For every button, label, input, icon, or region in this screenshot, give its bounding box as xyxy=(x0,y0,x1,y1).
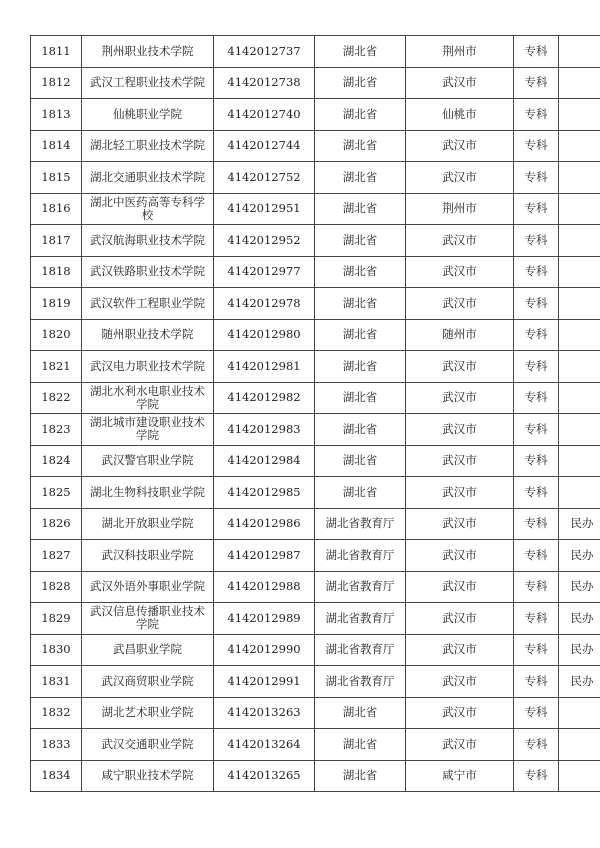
cell-institution-name xyxy=(82,99,214,131)
cell-index: 1811 xyxy=(31,36,82,68)
cell-authority: 湖北省 xyxy=(315,99,406,131)
cell-institution-code: 4142012740 xyxy=(214,99,315,131)
cell-institution-code: 4142012752 xyxy=(214,162,315,194)
cell-location: 武汉市 xyxy=(406,508,514,540)
cell-remark xyxy=(559,319,600,351)
cell-level: 专科 xyxy=(514,760,559,792)
cell-remark xyxy=(559,477,600,509)
cell-institution-code: 4142012990 xyxy=(214,634,315,666)
table-row xyxy=(31,67,600,99)
cell-level: 专科 xyxy=(514,36,559,68)
cell-level: 专科 xyxy=(514,477,559,509)
cell-location: 武汉市 xyxy=(406,67,514,99)
cell-index: 1821 xyxy=(31,351,82,383)
cell-remark: 民办 xyxy=(559,508,600,540)
cell-location: 随州市 xyxy=(406,319,514,351)
cell-institution-code: 4142012738 xyxy=(214,67,315,99)
cell-authority: 湖北省 xyxy=(315,697,406,729)
table-row xyxy=(31,760,600,792)
cell-location: 武汉市 xyxy=(406,414,514,446)
cell-location: 武汉市 xyxy=(406,634,514,666)
cell-remark xyxy=(559,162,600,194)
cell-institution-code: 4142012982 xyxy=(214,382,315,414)
cell-authority: 湖北省教育厅 xyxy=(315,666,406,698)
cell-remark xyxy=(559,193,600,225)
cell-remark: 民办 xyxy=(559,666,600,698)
cell-authority: 湖北省 xyxy=(315,36,406,68)
cell-level: 专科 xyxy=(514,729,559,761)
table-row xyxy=(31,99,600,131)
cell-authority: 湖北省 xyxy=(315,256,406,288)
cell-authority: 湖北省 xyxy=(315,351,406,383)
cell-index: 1812 xyxy=(31,67,82,99)
institution-name-text: 武汉航海职业技术学院 xyxy=(90,232,205,247)
cell-index: 1831 xyxy=(31,666,82,698)
cell-authority: 湖北省教育厅 xyxy=(315,571,406,603)
cell-institution-code: 4142012987 xyxy=(214,540,315,572)
cell-institution-name xyxy=(82,697,214,729)
institution-table xyxy=(30,35,600,792)
cell-location: 武汉市 xyxy=(406,540,514,572)
institution-name-text: 武汉商贸职业学院 xyxy=(101,673,194,688)
cell-remark xyxy=(559,351,600,383)
cell-index: 1826 xyxy=(31,508,82,540)
table-row xyxy=(31,130,600,162)
cell-institution-name xyxy=(82,193,214,225)
cell-institution-name xyxy=(82,319,214,351)
table-row xyxy=(31,351,600,383)
cell-level: 专科 xyxy=(514,414,559,446)
cell-institution-code: 4142012984 xyxy=(214,445,315,477)
cell-location: 武汉市 xyxy=(406,571,514,603)
cell-location: 武汉市 xyxy=(406,603,514,635)
table-row xyxy=(31,697,600,729)
institution-name-text: 武昌职业学院 xyxy=(113,642,182,657)
cell-index: 1829 xyxy=(31,603,82,635)
institution-name-text: 仙桃职业学院 xyxy=(113,106,182,121)
cell-level: 专科 xyxy=(514,382,559,414)
cell-institution-name xyxy=(82,162,214,194)
cell-authority: 湖北省 xyxy=(315,760,406,792)
institution-name-text: 随州职业技术学院 xyxy=(101,327,194,342)
cell-authority: 湖北省教育厅 xyxy=(315,508,406,540)
cell-authority: 湖北省 xyxy=(315,67,406,99)
table-row xyxy=(31,162,600,194)
cell-level: 专科 xyxy=(514,319,559,351)
cell-level: 专科 xyxy=(514,130,559,162)
cell-level: 专科 xyxy=(514,540,559,572)
cell-level: 专科 xyxy=(514,666,559,698)
cell-level: 专科 xyxy=(514,99,559,131)
cell-location: 武汉市 xyxy=(406,288,514,320)
cell-institution-code: 4142012978 xyxy=(214,288,315,320)
table-row xyxy=(31,508,600,540)
cell-index: 1825 xyxy=(31,477,82,509)
institution-name-text: 湖北城市建设职业技术学院 xyxy=(90,415,205,443)
cell-remark xyxy=(559,99,600,131)
cell-authority: 湖北省 xyxy=(315,225,406,257)
cell-institution-code: 4142012985 xyxy=(214,477,315,509)
cell-authority: 湖北省 xyxy=(315,414,406,446)
cell-index: 1832 xyxy=(31,697,82,729)
table-row xyxy=(31,571,600,603)
cell-level: 专科 xyxy=(514,256,559,288)
cell-institution-code: 4142013263 xyxy=(214,697,315,729)
cell-institution-name xyxy=(82,36,214,68)
cell-remark xyxy=(559,36,600,68)
table-row xyxy=(31,603,600,635)
cell-institution-name xyxy=(82,382,214,414)
cell-location: 武汉市 xyxy=(406,225,514,257)
table-row xyxy=(31,288,600,320)
table-row xyxy=(31,477,600,509)
cell-institution-name xyxy=(82,477,214,509)
cell-index: 1834 xyxy=(31,760,82,792)
cell-location: 荆州市 xyxy=(406,193,514,225)
cell-remark xyxy=(559,130,600,162)
institution-name-text: 湖北艺术职业学院 xyxy=(101,705,194,720)
cell-remark xyxy=(559,382,600,414)
cell-level: 专科 xyxy=(514,193,559,225)
cell-institution-name xyxy=(82,414,214,446)
cell-remark: 民办 xyxy=(559,603,600,635)
cell-location: 武汉市 xyxy=(406,666,514,698)
table-row xyxy=(31,414,600,446)
cell-authority: 湖北省 xyxy=(315,729,406,761)
cell-institution-code: 4142012983 xyxy=(214,414,315,446)
cell-location: 武汉市 xyxy=(406,477,514,509)
cell-authority: 湖北省 xyxy=(315,382,406,414)
cell-institution-code: 4142012981 xyxy=(214,351,315,383)
cell-remark xyxy=(559,256,600,288)
cell-institution-name xyxy=(82,445,214,477)
cell-institution-code: 4142012737 xyxy=(214,36,315,68)
institution-name-text: 湖北水利水电职业技术学院 xyxy=(90,383,205,411)
cell-institution-code: 4142012986 xyxy=(214,508,315,540)
cell-level: 专科 xyxy=(514,351,559,383)
cell-institution-code: 4142012991 xyxy=(214,666,315,698)
cell-institution-name xyxy=(82,571,214,603)
institution-name-text: 武汉科技职业学院 xyxy=(101,547,194,562)
table-row xyxy=(31,36,600,68)
institution-name-text: 湖北交通职业技术学院 xyxy=(90,169,205,184)
institution-name-text: 荆州职业技术学院 xyxy=(101,43,194,58)
cell-institution-code: 4142012989 xyxy=(214,603,315,635)
cell-location: 荆州市 xyxy=(406,36,514,68)
cell-level: 专科 xyxy=(514,697,559,729)
cell-index: 1814 xyxy=(31,130,82,162)
table-row xyxy=(31,225,600,257)
cell-remark xyxy=(559,225,600,257)
cell-institution-name xyxy=(82,225,214,257)
table-row xyxy=(31,382,600,414)
cell-index: 1819 xyxy=(31,288,82,320)
cell-index: 1823 xyxy=(31,414,82,446)
cell-institution-code: 4142012980 xyxy=(214,319,315,351)
institution-name-text: 咸宁职业技术学院 xyxy=(101,768,194,783)
cell-level: 专科 xyxy=(514,508,559,540)
cell-authority: 湖北省教育厅 xyxy=(315,540,406,572)
institution-name-text: 武汉外语外事职业学院 xyxy=(90,579,205,594)
cell-authority: 湖北省 xyxy=(315,288,406,320)
institution-name-text: 武汉警官职业学院 xyxy=(101,453,194,468)
cell-level: 专科 xyxy=(514,67,559,99)
table-row xyxy=(31,256,600,288)
cell-index: 1830 xyxy=(31,634,82,666)
cell-location: 武汉市 xyxy=(406,351,514,383)
cell-institution-code: 4142012744 xyxy=(214,130,315,162)
cell-index: 1828 xyxy=(31,571,82,603)
institution-name-text: 武汉信息传播职业技术学院 xyxy=(90,604,205,632)
table-row xyxy=(31,193,600,225)
cell-level: 专科 xyxy=(514,634,559,666)
cell-institution-name xyxy=(82,634,214,666)
table-row xyxy=(31,445,600,477)
table-row xyxy=(31,666,600,698)
institution-name-text: 湖北开放职业学院 xyxy=(101,516,194,531)
cell-remark xyxy=(559,760,600,792)
institution-name-text: 湖北生物科技职业学院 xyxy=(90,484,205,499)
cell-remark xyxy=(559,414,600,446)
cell-institution-code: 4142012952 xyxy=(214,225,315,257)
cell-remark: 民办 xyxy=(559,571,600,603)
cell-index: 1813 xyxy=(31,99,82,131)
cell-location: 武汉市 xyxy=(406,445,514,477)
cell-location: 武汉市 xyxy=(406,729,514,761)
cell-location: 武汉市 xyxy=(406,256,514,288)
cell-location: 武汉市 xyxy=(406,382,514,414)
cell-remark xyxy=(559,67,600,99)
cell-level: 专科 xyxy=(514,571,559,603)
cell-authority: 湖北省教育厅 xyxy=(315,634,406,666)
cell-level: 专科 xyxy=(514,162,559,194)
cell-institution-name xyxy=(82,256,214,288)
cell-institution-name xyxy=(82,666,214,698)
cell-institution-code: 4142012951 xyxy=(214,193,315,225)
cell-institution-name xyxy=(82,760,214,792)
cell-authority: 湖北省 xyxy=(315,477,406,509)
table-row xyxy=(31,540,600,572)
cell-institution-name xyxy=(82,130,214,162)
cell-institution-code: 4142013265 xyxy=(214,760,315,792)
cell-level: 专科 xyxy=(514,225,559,257)
cell-index: 1820 xyxy=(31,319,82,351)
cell-remark xyxy=(559,697,600,729)
cell-index: 1816 xyxy=(31,193,82,225)
cell-index: 1833 xyxy=(31,729,82,761)
institution-name-text: 武汉交通职业学院 xyxy=(101,736,194,751)
institution-name-text: 湖北中医药高等专科学校 xyxy=(90,194,205,222)
cell-location: 武汉市 xyxy=(406,162,514,194)
cell-index: 1827 xyxy=(31,540,82,572)
table-body xyxy=(31,36,600,792)
cell-institution-name xyxy=(82,603,214,635)
institution-name-text: 武汉工程职业技术学院 xyxy=(90,75,205,90)
cell-index: 1818 xyxy=(31,256,82,288)
cell-institution-name xyxy=(82,508,214,540)
cell-authority: 湖北省 xyxy=(315,162,406,194)
table-row xyxy=(31,634,600,666)
cell-level: 专科 xyxy=(514,288,559,320)
cell-institution-name xyxy=(82,67,214,99)
institution-name-text: 武汉电力职业技术学院 xyxy=(90,358,205,373)
cell-institution-name xyxy=(82,540,214,572)
cell-authority: 湖北省 xyxy=(315,319,406,351)
cell-location: 武汉市 xyxy=(406,130,514,162)
institution-name-text: 武汉铁路职业技术学院 xyxy=(90,264,205,279)
table-row xyxy=(31,729,600,761)
cell-authority: 湖北省 xyxy=(315,130,406,162)
cell-level: 专科 xyxy=(514,445,559,477)
cell-location: 咸宁市 xyxy=(406,760,514,792)
cell-institution-code: 4142012988 xyxy=(214,571,315,603)
cell-location: 仙桃市 xyxy=(406,99,514,131)
cell-index: 1822 xyxy=(31,382,82,414)
cell-index: 1817 xyxy=(31,225,82,257)
cell-remark xyxy=(559,445,600,477)
cell-level: 专科 xyxy=(514,603,559,635)
cell-institution-code: 4142013264 xyxy=(214,729,315,761)
cell-institution-name xyxy=(82,729,214,761)
cell-institution-code: 4142012977 xyxy=(214,256,315,288)
cell-institution-name xyxy=(82,288,214,320)
cell-index: 1824 xyxy=(31,445,82,477)
cell-authority: 湖北省 xyxy=(315,193,406,225)
cell-remark: 民办 xyxy=(559,634,600,666)
cell-remark: 民办 xyxy=(559,540,600,572)
table-row xyxy=(31,319,600,351)
cell-authority: 湖北省教育厅 xyxy=(315,603,406,635)
cell-authority: 湖北省 xyxy=(315,445,406,477)
institution-name-text: 湖北轻工职业技术学院 xyxy=(90,138,205,153)
cell-location: 武汉市 xyxy=(406,697,514,729)
cell-index: 1815 xyxy=(31,162,82,194)
cell-remark xyxy=(559,729,600,761)
cell-institution-name xyxy=(82,351,214,383)
cell-remark xyxy=(559,288,600,320)
institution-name-text: 武汉软件工程职业学院 xyxy=(90,295,205,310)
